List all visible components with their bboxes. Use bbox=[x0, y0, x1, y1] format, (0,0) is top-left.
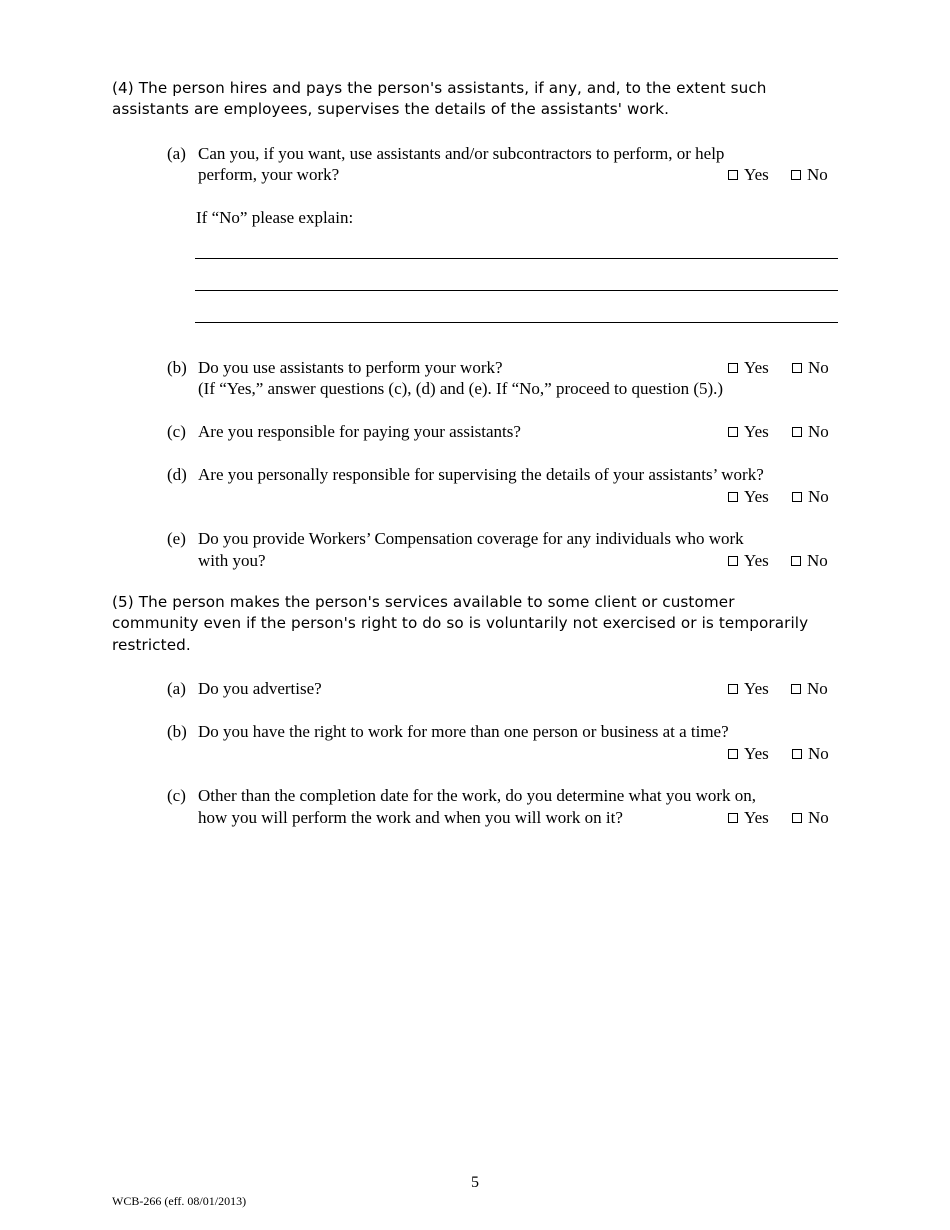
explain-label: If “No” please explain: bbox=[196, 208, 354, 227]
question-label: (a) bbox=[167, 679, 186, 698]
yes-label: Yes bbox=[744, 165, 769, 184]
explain-line-2[interactable] bbox=[195, 290, 838, 291]
no-label: No bbox=[808, 358, 829, 377]
question-label: (c) bbox=[167, 422, 186, 441]
yes-option[interactable] bbox=[728, 808, 769, 828]
question-text-line-1: Do you use assistants to perform your work? bbox=[198, 358, 503, 377]
question-label: (b) bbox=[167, 722, 187, 741]
yes-option[interactable] bbox=[728, 487, 769, 507]
yes-label: Yes bbox=[744, 808, 769, 827]
section-4-heading-line-2: assistants are employees, supervises the details of the assistants' work. bbox=[112, 100, 670, 118]
yes-label: Yes bbox=[744, 679, 769, 698]
question-text-line-1: Other than the completion date for the work, do you determine what you work on, bbox=[198, 786, 757, 805]
no-checkbox[interactable] bbox=[792, 749, 802, 759]
question-text-line-2: perform, your work? bbox=[198, 165, 340, 184]
yes-checkbox[interactable] bbox=[728, 556, 738, 566]
no-checkbox[interactable] bbox=[791, 170, 801, 180]
no-label: No bbox=[808, 487, 829, 506]
section-5-heading-line-3: restricted. bbox=[112, 636, 191, 654]
yes-checkbox[interactable] bbox=[728, 363, 738, 373]
yes-checkbox[interactable] bbox=[728, 170, 738, 180]
yes-option[interactable] bbox=[728, 422, 769, 442]
section-5-heading-line-1: (5) The person makes the person's services available to some client or customer bbox=[112, 593, 735, 611]
form-id: WCB-266 (eff. 08/01/2013) bbox=[112, 1194, 247, 1208]
no-option[interactable] bbox=[792, 744, 829, 764]
question-label: (c) bbox=[167, 786, 186, 805]
no-checkbox[interactable] bbox=[792, 363, 802, 373]
section-5-heading-line-2: community even if the person's right to do so is voluntarily not exercised or is temporarily bbox=[112, 614, 809, 632]
yes-label: Yes bbox=[744, 551, 769, 570]
no-label: No bbox=[808, 744, 829, 763]
yes-label: Yes bbox=[744, 487, 769, 506]
yes-option[interactable] bbox=[728, 551, 769, 571]
no-option[interactable] bbox=[791, 165, 828, 185]
no-checkbox[interactable] bbox=[791, 556, 801, 566]
yes-checkbox[interactable] bbox=[728, 813, 738, 823]
no-checkbox[interactable] bbox=[791, 684, 801, 694]
no-option[interactable] bbox=[791, 551, 828, 571]
question-text-line-2: with you? bbox=[198, 551, 266, 570]
no-option[interactable] bbox=[792, 487, 829, 507]
yes-option[interactable] bbox=[728, 358, 769, 378]
question-text-line-2: (If “Yes,” answer questions (c), (d) and (e). If “No,” proceed to question (5).) bbox=[198, 379, 724, 398]
question-label: (b) bbox=[167, 358, 187, 377]
no-label: No bbox=[807, 679, 828, 698]
question-text-line-1: Do you advertise? bbox=[198, 679, 322, 698]
question-text-line-2: how you will perform the work and when you will work on it? bbox=[198, 808, 623, 827]
question-label: (a) bbox=[167, 144, 186, 163]
question-text-line-1: Are you responsible for paying your assistants? bbox=[198, 422, 521, 441]
no-checkbox[interactable] bbox=[792, 813, 802, 823]
page-number: 5 bbox=[471, 1174, 479, 1191]
no-label: No bbox=[807, 165, 828, 184]
no-checkbox[interactable] bbox=[792, 427, 802, 437]
yes-option[interactable] bbox=[728, 679, 769, 699]
question-label: (d) bbox=[167, 465, 187, 484]
question-text-line-1: Do you provide Workers’ Compensation coverage for any individuals who work bbox=[198, 529, 744, 548]
yes-checkbox[interactable] bbox=[728, 749, 738, 759]
no-label: No bbox=[808, 422, 829, 441]
question-label: (e) bbox=[167, 529, 186, 548]
yes-checkbox[interactable] bbox=[728, 684, 738, 694]
question-text-line-1: Do you have the right to work for more than one person or business at a time? bbox=[198, 722, 729, 741]
yes-option[interactable] bbox=[728, 165, 769, 185]
no-option[interactable] bbox=[791, 679, 828, 699]
yes-label: Yes bbox=[744, 422, 769, 441]
no-option[interactable] bbox=[792, 808, 829, 828]
yes-checkbox[interactable] bbox=[728, 427, 738, 437]
yes-option[interactable] bbox=[728, 744, 769, 764]
no-label: No bbox=[807, 551, 828, 570]
explain-line-3[interactable] bbox=[195, 322, 838, 323]
no-option[interactable] bbox=[792, 358, 829, 378]
no-checkbox[interactable] bbox=[792, 492, 802, 502]
question-text-line-1: Are you personally responsible for supervising the details of your assistants’ work? bbox=[198, 465, 764, 484]
no-option[interactable] bbox=[792, 422, 829, 442]
yes-label: Yes bbox=[744, 358, 769, 377]
yes-label: Yes bbox=[744, 744, 769, 763]
section-4-heading-line-1: (4) The person hires and pays the person's assistants, if any, and, to the extent such bbox=[112, 79, 767, 97]
no-label: No bbox=[808, 808, 829, 827]
yes-checkbox[interactable] bbox=[728, 492, 738, 502]
explain-line-1[interactable] bbox=[195, 258, 838, 259]
question-text-line-1: Can you, if you want, use assistants and/or subcontractors to perform, or help bbox=[198, 144, 725, 163]
